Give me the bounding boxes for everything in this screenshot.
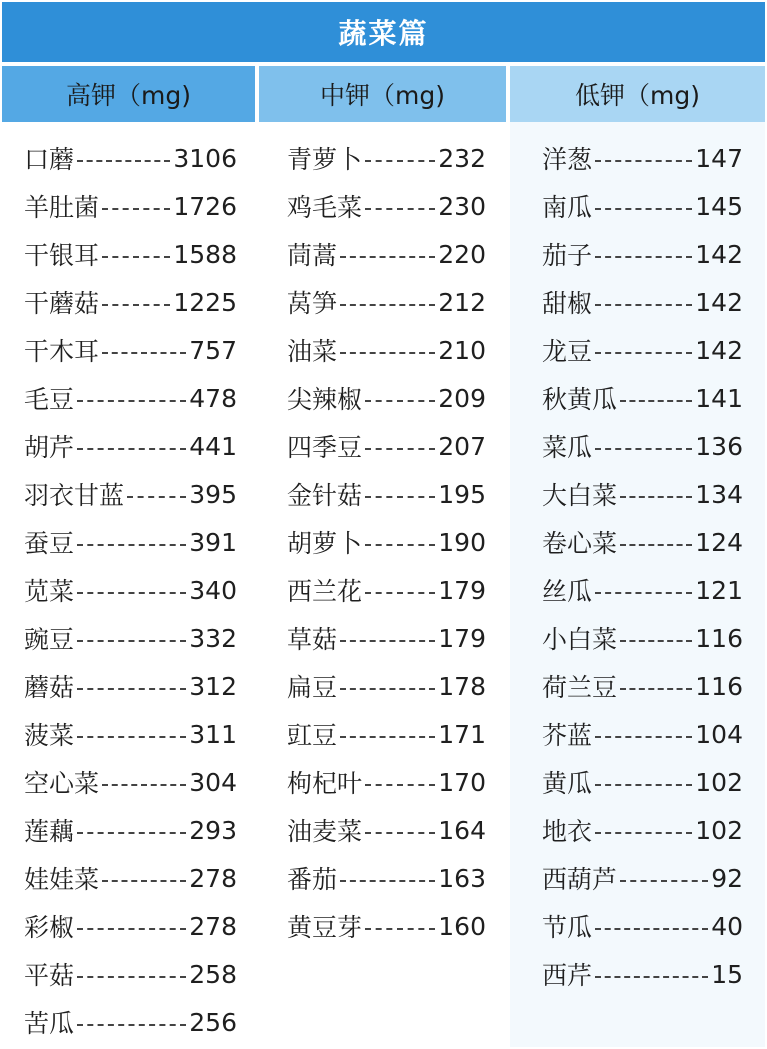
vegetable-name: 西芹 [542,961,593,990]
vegetable-name: 南瓜 [542,193,593,222]
vegetable-name: 蘑菇 [24,673,75,702]
column-low-potassium [510,122,765,1047]
potassium-value: 256 [189,1007,237,1037]
potassium-value: 757 [189,335,237,365]
list-item [287,854,486,902]
dash-leader [365,399,435,402]
potassium-value: 311 [189,719,237,749]
dash-leader [365,447,435,450]
potassium-value: 395 [189,479,237,509]
vegetable-name: 荷兰豆 [542,673,618,702]
list-item [287,374,486,422]
list-item [24,614,237,662]
potassium-value: 142 [695,239,743,269]
vegetable-name: 干银耳 [24,241,100,270]
vegetable-name: 西兰花 [287,577,363,606]
potassium-value: 278 [189,911,237,941]
vegetable-name: 空心菜 [24,769,100,798]
vegetable-name: 羽衣甘蓝 [24,481,125,510]
potassium-value: 102 [695,815,743,845]
vegetable-name: 番茄 [287,865,338,894]
list-item [542,950,743,998]
dash-leader [77,399,186,402]
page-title: 蔬菜篇 [2,2,765,62]
potassium-value: 170 [438,767,486,797]
potassium-value: 179 [438,575,486,605]
dash-leader [77,543,186,546]
vegetable-name: 豇豆 [287,721,338,750]
potassium-value: 136 [695,431,743,461]
vegetable-name: 蚕豆 [24,529,75,558]
potassium-value: 160 [438,911,486,941]
vegetable-name: 油麦菜 [287,817,363,846]
vegetable-name: 毛豆 [24,385,75,414]
list-item [24,710,237,758]
potassium-value: 1588 [173,239,237,269]
potassium-value: 210 [438,335,486,365]
list-item [24,854,237,902]
potassium-value: 312 [189,671,237,701]
list-item [542,662,743,710]
list-item [24,758,237,806]
dash-leader [77,1023,186,1026]
dash-leader [365,831,435,834]
list-item [287,134,486,182]
dash-leader [77,927,186,930]
list-item [542,422,743,470]
vegetable-name: 干木耳 [24,337,100,366]
potassium-value: 220 [438,239,486,269]
vegetable-name: 金针菇 [287,481,363,510]
dash-leader [620,495,692,498]
potassium-value: 104 [695,719,743,749]
list-item [542,374,743,422]
potassium-value: 212 [438,287,486,317]
list-item [24,902,237,950]
dash-leader [595,351,692,354]
list-item [542,134,743,182]
potassium-value: 340 [189,575,237,605]
vegetable-name: 胡芹 [24,433,75,462]
list-item [24,950,237,998]
potassium-value: 179 [438,623,486,653]
dash-leader [620,687,692,690]
dash-leader [595,591,692,594]
dash-leader [595,255,692,258]
list-item [287,614,486,662]
potassium-value: 121 [695,575,743,605]
potassium-value: 391 [189,527,237,557]
list-item [24,806,237,854]
dash-leader [365,159,435,162]
vegetable-name: 娃娃菜 [24,865,100,894]
list-item [24,422,237,470]
dash-leader [77,975,186,978]
potassium-value: 40 [711,911,743,941]
list-item [24,182,237,230]
potassium-value: 195 [438,479,486,509]
dash-leader [595,783,692,786]
potassium-value: 293 [189,815,237,845]
dash-leader [102,303,170,306]
vegetable-name: 秋黄瓜 [542,385,618,414]
dash-leader [102,351,186,354]
potassium-value: 141 [695,383,743,413]
dash-leader [595,447,692,450]
column-headers [2,66,765,122]
header-medium-potassium: 中钾（mg) [259,66,506,122]
potassium-value: 332 [189,623,237,653]
list-item [287,758,486,806]
vegetable-name: 丝瓜 [542,577,593,606]
list-item [542,518,743,566]
list-item [542,758,743,806]
dash-leader [365,495,435,498]
dash-leader [620,879,708,882]
list-item [542,326,743,374]
vegetable-name: 青萝卜 [287,145,363,174]
potassium-value: 232 [438,143,486,173]
dash-leader [77,639,186,642]
potassium-value: 102 [695,767,743,797]
list-item [287,902,486,950]
potassium-value: 478 [189,383,237,413]
list-item [287,662,486,710]
list-item [287,230,486,278]
dash-leader [102,879,186,882]
dash-leader [620,399,692,402]
list-item [542,902,743,950]
list-item [287,806,486,854]
vegetable-name: 胡萝卜 [287,529,363,558]
dash-leader [595,207,692,210]
vegetable-name: 茼蒿 [287,241,338,270]
vegetable-name: 节瓜 [542,913,593,942]
vegetable-name: 地衣 [542,817,593,846]
list-item [287,326,486,374]
list-item [24,374,237,422]
potassium-value: 190 [438,527,486,557]
list-item [542,182,743,230]
dash-leader [595,831,692,834]
list-item [24,134,237,182]
potassium-value: 230 [438,191,486,221]
vegetable-name: 甜椒 [542,289,593,318]
list-item [287,470,486,518]
dash-leader [340,639,435,642]
list-item [24,278,237,326]
vegetable-name: 平菇 [24,961,75,990]
dash-leader [127,495,186,498]
potassium-value: 116 [695,623,743,653]
potassium-value: 278 [189,863,237,893]
column-high-potassium [2,122,255,1047]
potassium-value: 1225 [173,287,237,317]
potassium-value: 147 [695,143,743,173]
dash-leader [595,303,692,306]
dash-leader [365,591,435,594]
potassium-value: 3106 [173,143,237,173]
potassium-value: 164 [438,815,486,845]
dash-leader [77,447,186,450]
dash-leader [595,927,708,930]
list-item [542,854,743,902]
list-item [24,518,237,566]
dash-leader [595,735,692,738]
vegetable-name: 西葫芦 [542,865,618,894]
dash-leader [77,591,186,594]
list-item [542,470,743,518]
dash-leader [340,687,435,690]
list-item [542,566,743,614]
list-item [542,230,743,278]
potassium-value: 134 [695,479,743,509]
potassium-value: 207 [438,431,486,461]
vegetable-name: 茄子 [542,241,593,270]
vegetable-name: 四季豆 [287,433,363,462]
list-item [542,278,743,326]
vegetable-name: 苋菜 [24,577,75,606]
vegetable-name: 黄豆芽 [287,913,363,942]
vegetable-name: 枸杞叶 [287,769,363,798]
vegetable-name: 苦瓜 [24,1009,75,1038]
list-item [24,566,237,614]
potassium-value: 142 [695,335,743,365]
dash-leader [77,159,170,162]
list-item [287,278,486,326]
list-item [24,470,237,518]
dash-leader [365,783,435,786]
potassium-value: 124 [695,527,743,557]
list-item [287,182,486,230]
dash-leader [620,543,692,546]
vegetable-name: 羊肚菌 [24,193,100,222]
dash-leader [340,255,435,258]
vegetable-name: 口蘑 [24,145,75,174]
dash-leader [595,975,708,978]
dash-leader [77,831,186,834]
vegetable-name: 豌豆 [24,625,75,654]
potassium-value: 1726 [173,191,237,221]
header-high-potassium: 高钾（mg) [2,66,255,122]
vegetable-name: 鸡毛菜 [287,193,363,222]
vegetable-name: 洋葱 [542,145,593,174]
vegetable-name: 莲藕 [24,817,75,846]
list-item [542,710,743,758]
list-item [287,710,486,758]
list-item [24,998,237,1046]
dash-leader [102,207,170,210]
vegetable-name: 彩椒 [24,913,75,942]
potassium-value: 178 [438,671,486,701]
potassium-value: 116 [695,671,743,701]
list-item [542,614,743,662]
list-item [287,566,486,614]
dash-leader [620,639,692,642]
dash-leader [340,879,435,882]
vegetable-name: 干蘑菇 [24,289,100,318]
dash-leader [365,543,435,546]
vegetable-name: 菜瓜 [542,433,593,462]
potassium-value: 163 [438,863,486,893]
table-body [2,122,765,1047]
vegetable-name: 小白菜 [542,625,618,654]
list-item [24,662,237,710]
potassium-value: 441 [189,431,237,461]
list-item [24,230,237,278]
dash-leader [340,735,435,738]
vegetable-name: 扁豆 [287,673,338,702]
list-item [287,518,486,566]
vegetable-name: 莴笋 [287,289,338,318]
dash-leader [365,927,435,930]
list-item [287,422,486,470]
vegetable-name: 大白菜 [542,481,618,510]
vegetable-name: 尖辣椒 [287,385,363,414]
dash-leader [340,351,435,354]
dash-leader [102,255,170,258]
list-item [24,326,237,374]
potassium-value: 258 [189,959,237,989]
vegetable-name: 龙豆 [542,337,593,366]
dash-leader [365,207,435,210]
potassium-value: 145 [695,191,743,221]
potassium-value: 209 [438,383,486,413]
column-medium-potassium [259,122,506,1047]
dash-leader [102,783,186,786]
dash-leader [77,735,186,738]
list-item [542,806,743,854]
dash-leader [595,159,692,162]
vegetable-name: 菠菜 [24,721,75,750]
vegetable-name: 芥蓝 [542,721,593,750]
vegetable-name: 油菜 [287,337,338,366]
header-low-potassium: 低钾（mg) [510,66,765,122]
potassium-value: 142 [695,287,743,317]
dash-leader [77,687,186,690]
potassium-value: 92 [711,863,743,893]
potassium-value: 304 [189,767,237,797]
potassium-value: 15 [711,959,743,989]
vegetable-name: 黄瓜 [542,769,593,798]
potassium-value: 171 [438,719,486,749]
vegetable-name: 卷心菜 [542,529,618,558]
vegetable-name: 草菇 [287,625,338,654]
dash-leader [340,303,435,306]
